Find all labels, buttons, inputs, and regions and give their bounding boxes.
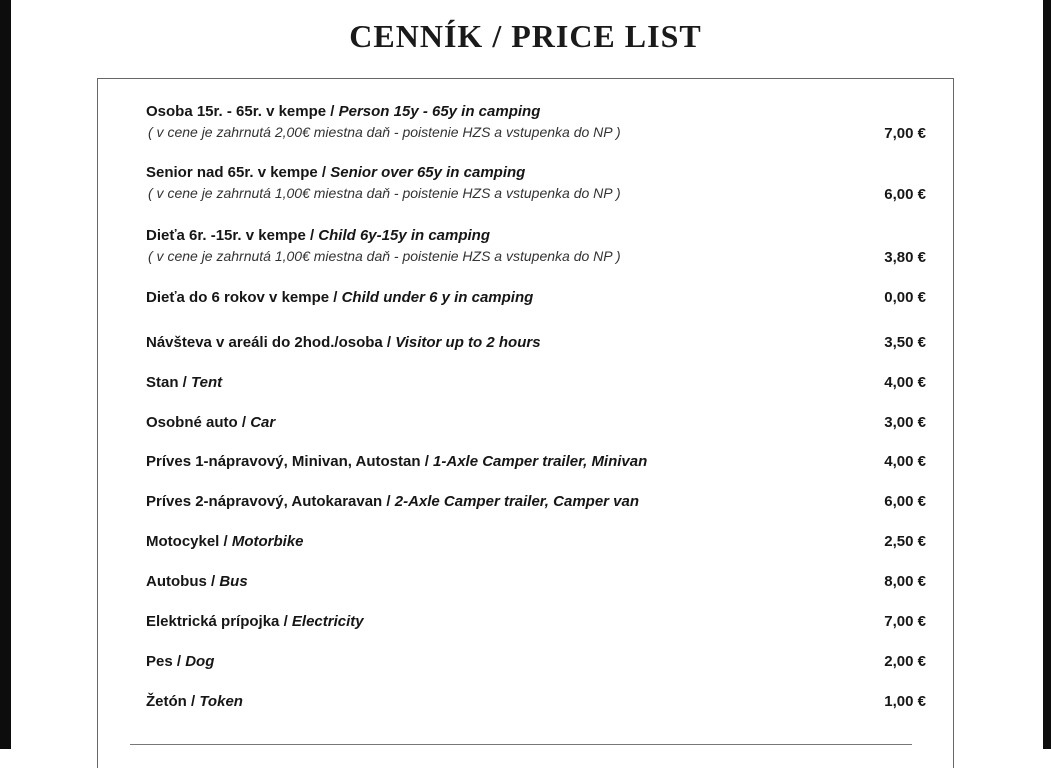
price-row-tent xyxy=(146,373,926,393)
item-price: 4,00 € xyxy=(884,374,926,391)
item-label-en: Electricity xyxy=(291,613,364,630)
item-label xyxy=(146,572,926,592)
item-label-sk: Elektrická prípojka / xyxy=(146,613,292,630)
item-label-en: Dog xyxy=(185,653,215,670)
item-label-en: Child under 6 y in camping xyxy=(341,289,534,306)
item-price: 1,00 € xyxy=(884,693,926,710)
price-row-person xyxy=(146,102,926,142)
price-row-1-axle-trailer xyxy=(146,452,926,472)
price-row-2-axle-trailer xyxy=(146,492,926,512)
item-label xyxy=(146,452,926,472)
bottom-divider xyxy=(130,744,912,745)
item-label-sk: Motocykel / xyxy=(146,533,232,550)
item-label xyxy=(146,226,926,246)
item-label xyxy=(146,652,926,672)
item-label-sk: Dieťa do 6 rokov v kempe / xyxy=(146,289,342,306)
item-label-sk: Príves 1-nápravový, Minivan, Autostan / xyxy=(146,453,434,470)
price-row-car xyxy=(146,413,926,433)
item-label xyxy=(146,333,926,353)
item-price: 2,00 € xyxy=(884,653,926,670)
item-label xyxy=(146,102,926,122)
item-label-sk: Osobné auto / xyxy=(146,414,251,431)
item-label-en: Child 6y-15y in camping xyxy=(318,227,491,244)
item-label-en: Car xyxy=(250,414,276,431)
item-label-en: Token xyxy=(199,693,243,710)
left-dark-edge xyxy=(0,0,11,749)
item-label-en: Motorbike xyxy=(231,533,304,550)
item-price: 7,00 € xyxy=(884,613,926,630)
item-label xyxy=(146,413,926,433)
item-label-en: Person 15y - 65y in camping xyxy=(338,103,541,120)
item-label xyxy=(146,612,926,632)
price-row-token xyxy=(146,692,926,712)
price-row-child-under-6 xyxy=(146,288,926,308)
item-label-sk: Pes / xyxy=(146,653,186,670)
price-row-electricity xyxy=(146,612,926,632)
item-label-sk: Dieťa 6r. -15r. v kempe / xyxy=(146,227,319,244)
item-label-en: 2-Axle Camper trailer, Camper van xyxy=(394,493,640,510)
item-price: 4,00 € xyxy=(884,453,926,470)
item-note: ( v cene je zahrnutá 1,00€ miestna daň - poistenie HZS a vstupenka do NP ) xyxy=(148,185,621,201)
item-label xyxy=(146,692,926,712)
item-label-sk: Žetón / xyxy=(146,693,200,710)
price-row-motorbike xyxy=(146,532,926,552)
right-dark-edge xyxy=(1043,0,1051,749)
item-label-sk: Príves 2-nápravový, Autokaravan / xyxy=(146,493,395,510)
item-price: 3,00 € xyxy=(884,414,926,431)
price-row-bus xyxy=(146,572,926,592)
item-label-sk: Osoba 15r. - 65r. v kempe / xyxy=(146,103,339,120)
item-price: 6,00 € xyxy=(884,493,926,510)
item-label xyxy=(146,373,926,393)
item-label-en: Visitor up to 2 hours xyxy=(395,334,541,351)
item-label-sk: Stan / xyxy=(146,374,192,391)
item-price: 6,00 € xyxy=(884,186,926,203)
item-note: ( v cene je zahrnutá 2,00€ miestna daň - poistenie HZS a vstupenka do NP ) xyxy=(148,124,621,140)
item-label xyxy=(146,492,926,512)
item-price: 2,50 € xyxy=(884,533,926,550)
item-label-sk: Senior nad 65r. v kempe / xyxy=(146,164,331,181)
item-price: 7,00 € xyxy=(884,125,926,142)
item-label-sk: Autobus / xyxy=(146,573,220,590)
item-label-en: Senior over 65y in camping xyxy=(330,164,526,181)
item-label-en: Bus xyxy=(219,573,248,590)
item-label-sk: Návšteva v areáli do 2hod./osoba / xyxy=(146,334,396,351)
item-price: 3,80 € xyxy=(884,249,926,266)
item-note: ( v cene je zahrnutá 1,00€ miestna daň - poistenie HZS a vstupenka do NP ) xyxy=(148,248,621,264)
item-label xyxy=(146,163,926,183)
item-label xyxy=(146,288,926,308)
item-price: 3,50 € xyxy=(884,334,926,351)
price-row-senior xyxy=(146,163,926,203)
price-row-dog xyxy=(146,652,926,672)
item-label-en: Tent xyxy=(191,374,223,391)
item-label-en: 1-Axle Camper trailer, Minivan xyxy=(433,453,648,470)
item-price: 0,00 € xyxy=(884,289,926,306)
price-row-child-6-15 xyxy=(146,226,926,266)
item-label xyxy=(146,532,926,552)
page-title: CENNÍK / PRICE LIST xyxy=(349,18,702,54)
item-price: 8,00 € xyxy=(884,573,926,590)
price-row-visitor xyxy=(146,333,926,353)
